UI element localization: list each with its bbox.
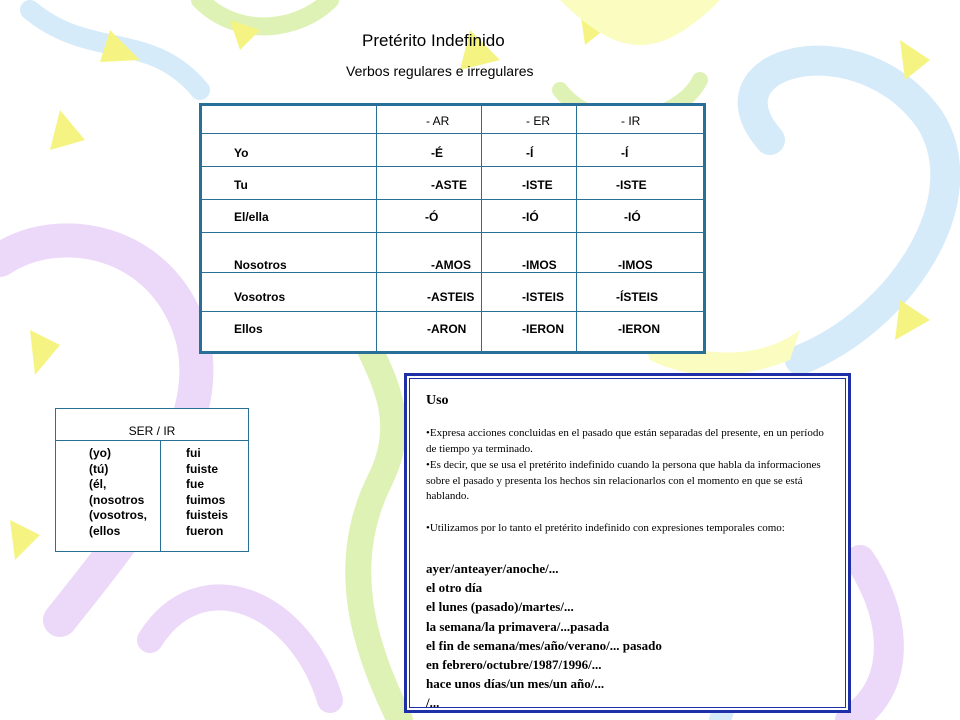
row-divider — [56, 440, 248, 441]
pronoun: (ellos — [89, 523, 121, 538]
verb-form: fui — [186, 446, 201, 460]
uso-bullet: •Utilizamos por lo tanto el pretérito indefinido con expresiones temporales como: — [426, 522, 785, 534]
verb-form: fuisteis — [186, 508, 229, 522]
column-divider — [376, 106, 377, 351]
ending-ellos-ar: -ARON — [427, 322, 467, 336]
time-expression: en febrero/octubre/1987/1996/... — [426, 657, 602, 673]
time-expression: hace unos días/un mes/un año/... — [426, 676, 605, 692]
row-divider — [202, 232, 703, 233]
form-column — [186, 446, 228, 539]
row-divider — [202, 272, 703, 273]
page-subtitle: Verbos regulares e irregulares — [346, 63, 534, 79]
ending-tu-er: -ISTE — [522, 178, 553, 192]
column-divider — [481, 106, 482, 351]
verb-form: fueron — [186, 523, 224, 538]
row-label-yo: Yo — [234, 146, 249, 160]
row-label-tu: Tu — [234, 178, 248, 192]
time-expression: el lunes (pasado)/martes/... — [426, 599, 574, 615]
ending-yo-ir: -Í — [621, 146, 629, 160]
ending-vosotros-er: -ISTEIS — [522, 290, 565, 304]
ending-yo-er: -Í — [526, 146, 534, 160]
ending-nosotros-ar: -AMOS — [431, 258, 471, 272]
verb-form: fue — [186, 477, 204, 491]
verb-form: fuimos — [186, 492, 226, 507]
row-label-el-ella: El/ella — [234, 210, 269, 224]
time-expression: /... — [426, 695, 440, 711]
ending-tu-ir: -ISTE — [616, 178, 647, 192]
verb-form: fuiste — [186, 461, 219, 476]
row-label-ellos: Ellos — [234, 322, 263, 336]
row-label-nosotros: Nosotros — [234, 258, 287, 272]
page-title: Pretérito Indefinido — [362, 31, 505, 50]
uso-box — [404, 373, 851, 713]
pronoun: (tú) — [89, 461, 109, 476]
pronoun: (nosotros — [89, 492, 145, 507]
ser-ir-header: SER / IR — [128, 424, 176, 438]
ending-nosotros-ir: -IMOS — [618, 258, 653, 272]
ending-ellos-er: -IERON — [522, 322, 564, 336]
pronoun: (yo) — [89, 446, 111, 460]
time-expressions — [426, 559, 662, 713]
ending-el-ir: -IÓ — [624, 210, 641, 224]
uso-bullet: •Es decir, que se usa el pretérito indefinido cuando la persona que habla da informaciones sobre el pasado y presenta los hechos sin relacionarlos con el momento en que se está hablando. — [426, 459, 821, 502]
ending-ellos-ir: -IERON — [618, 322, 660, 336]
ending-yo-ar: -É — [431, 146, 443, 160]
header-er: - ER — [526, 114, 550, 128]
ending-el-er: -IÓ — [522, 210, 539, 224]
time-expression: el otro día — [426, 580, 483, 596]
pronoun-column — [89, 446, 147, 539]
ser-ir-table — [55, 408, 249, 552]
pronoun: (vosotros, — [89, 508, 148, 522]
ending-vosotros-ir: -ÍSTEIS — [616, 290, 659, 304]
row-label-vosotros: Vosotros — [234, 290, 286, 304]
row-divider — [202, 311, 703, 312]
row-divider — [202, 199, 703, 200]
pronoun: (él, — [89, 477, 107, 491]
column-divider — [576, 106, 577, 351]
ending-el-ar: -Ó — [425, 210, 439, 224]
conjugation-table — [199, 103, 706, 354]
time-expression: ayer/anteayer/anoche/... — [426, 561, 559, 576]
row-divider — [202, 133, 703, 134]
uso-bullet: •Expresa acciones concluidas en el pasado que están separadas del presente, en un período de tiempo ya terminado. — [426, 427, 824, 455]
row-divider — [202, 166, 703, 167]
time-expression: el fin de semana/mes/año/verano/... pasado — [426, 637, 662, 653]
ending-vosotros-ar: -ASTEIS — [427, 290, 475, 304]
uso-heading: Uso — [426, 393, 449, 408]
ending-tu-ar: -ASTE — [431, 178, 467, 192]
ending-nosotros-er: -IMOS — [522, 258, 557, 272]
column-divider — [160, 440, 161, 551]
time-expression: la semana/la primavera/...pasada — [426, 618, 610, 634]
header-ir: - IR — [621, 114, 641, 128]
header-ar: - AR — [426, 114, 450, 128]
